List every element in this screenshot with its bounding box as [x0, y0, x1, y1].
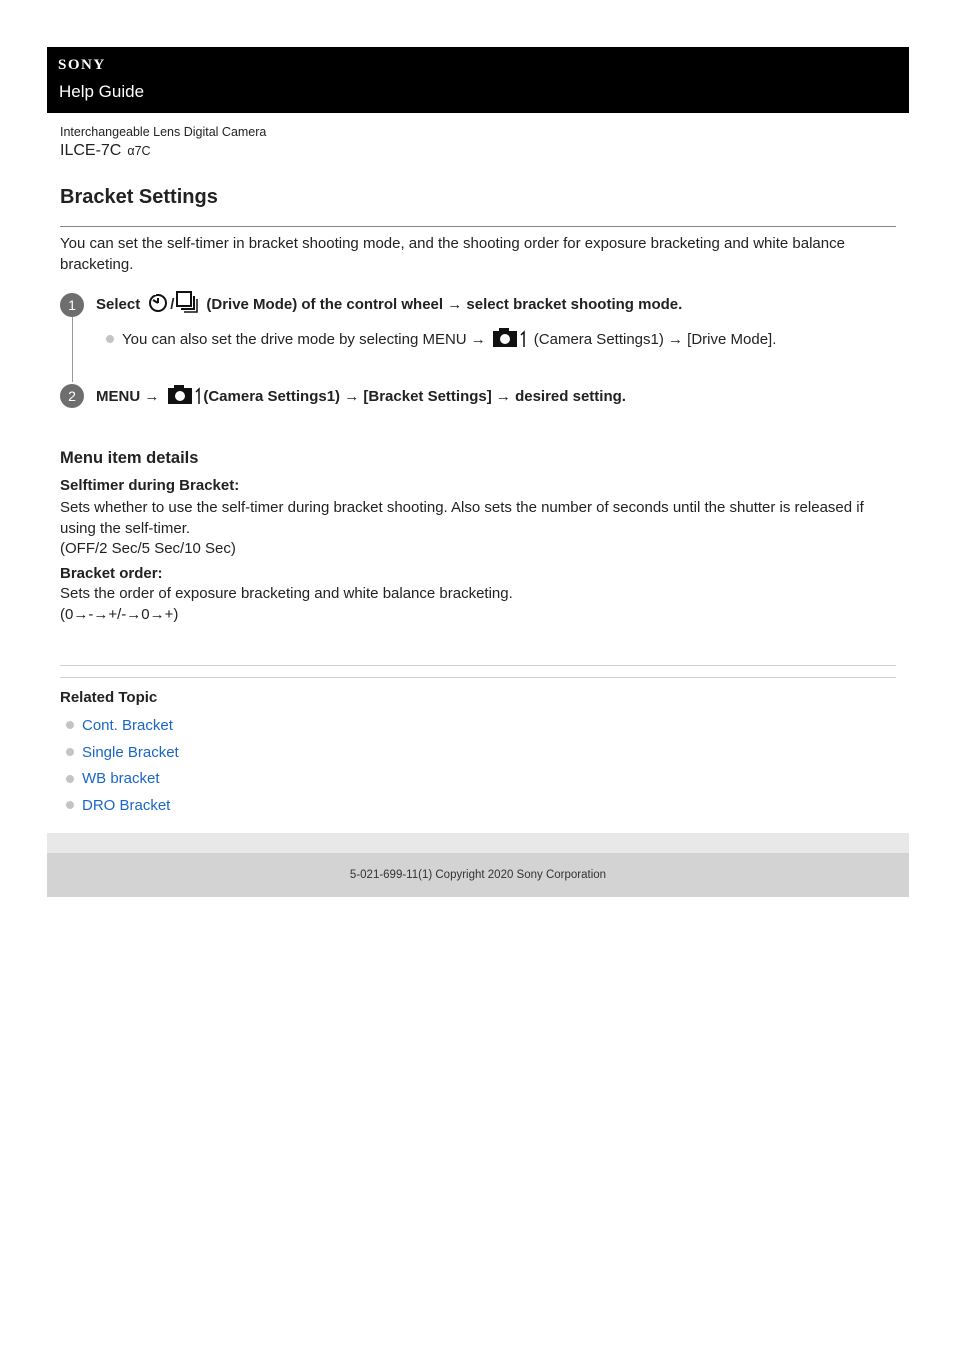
related-link-dro-bracket[interactable]: DRO Bracket: [82, 796, 171, 814]
item-selftimer-options: (OFF/2 Sec/5 Sec/10 Sec): [60, 540, 236, 557]
related-link-cont-bracket[interactable]: Cont. Bracket: [82, 716, 173, 734]
model-alias: α7C: [127, 144, 151, 158]
model-name: [60, 142, 151, 160]
step-1-note-post: (Camera Settings1) → [Drive Mode].: [533, 330, 777, 348]
footer-copyright: 5-021-699-11(1) Copyright 2020 Sony Corporation: [47, 853, 909, 897]
sony-logo[interactable]: SONY: [58, 57, 106, 73]
related-link-single-bracket[interactable]: Single Bracket: [82, 743, 179, 761]
item-bracket-order-description: Sets the order of exposure bracketing and white balance bracketing.: [60, 585, 513, 602]
bullet-dot: [66, 775, 74, 783]
footer-band: [47, 833, 909, 853]
item-selftimer-title: Selftimer during Bracket:: [60, 477, 240, 494]
step-1-badge: 1: [60, 293, 84, 317]
continuous-shooting-icon: [176, 291, 198, 317]
step-2-badge: 2: [60, 384, 84, 408]
list-item: [66, 739, 179, 766]
page-title: Bracket Settings: [60, 186, 218, 208]
step-connector-line: [72, 306, 73, 382]
intro-text: You can set the self-timer in bracket shooting mode, and the shooting order for exposure bracketing and white balance bracketing.: [60, 235, 845, 273]
related-topic-list: [66, 712, 179, 819]
item-bracket-order-body: [60, 584, 896, 625]
step-1-post: (Drive Mode) of the control wheel → select bracket shooting mode.: [206, 295, 683, 313]
bullet-dot: [66, 748, 74, 756]
step-1-text: [96, 290, 682, 318]
list-item: [66, 712, 179, 739]
item-bracket-order-options: (0→-→+/-→0→+): [60, 605, 179, 623]
step-2-pre: MENU →: [96, 387, 160, 405]
self-timer-icon: [148, 291, 168, 317]
step-1-note-pre: You can also set the drive mode by selecting MENU →: [122, 330, 486, 348]
section-divider: [60, 677, 896, 678]
section-divider: [60, 665, 896, 666]
step-1-slash: /: [170, 295, 175, 313]
step-2-text: [96, 382, 626, 410]
related-topic-heading: Related Topic: [60, 689, 158, 706]
list-item: [66, 792, 179, 819]
related-link-wb-bracket[interactable]: WB bracket: [82, 770, 160, 788]
list-item: [66, 765, 179, 792]
help-guide-title: Help Guide: [59, 82, 145, 101]
bullet-dot: [66, 801, 74, 809]
step-1-note: [106, 326, 776, 352]
item-bracket-order-title: Bracket order:: [60, 565, 163, 582]
model-number: ILCE-7C: [60, 142, 122, 159]
camera-settings-icon: [492, 326, 528, 352]
step-2-post: (Camera Settings1) → [Bracket Settings] → desired setting.: [203, 387, 626, 405]
product-type: Interchangeable Lens Digital Camera: [60, 125, 267, 139]
bullet-dot: [106, 335, 114, 343]
site-header: [47, 47, 909, 113]
title-divider: [60, 226, 896, 227]
step-1-pre: Select: [96, 295, 141, 313]
camera-settings-icon: [167, 383, 203, 409]
menu-details-heading: Menu item details: [60, 449, 199, 467]
bullet-dot: [66, 721, 74, 729]
item-selftimer-description: Sets whether to use the self-timer during bracket shooting. Also sets the number of seconds until the shutter is released if using the self-timer.: [60, 499, 864, 537]
item-selftimer-body: [60, 498, 896, 560]
